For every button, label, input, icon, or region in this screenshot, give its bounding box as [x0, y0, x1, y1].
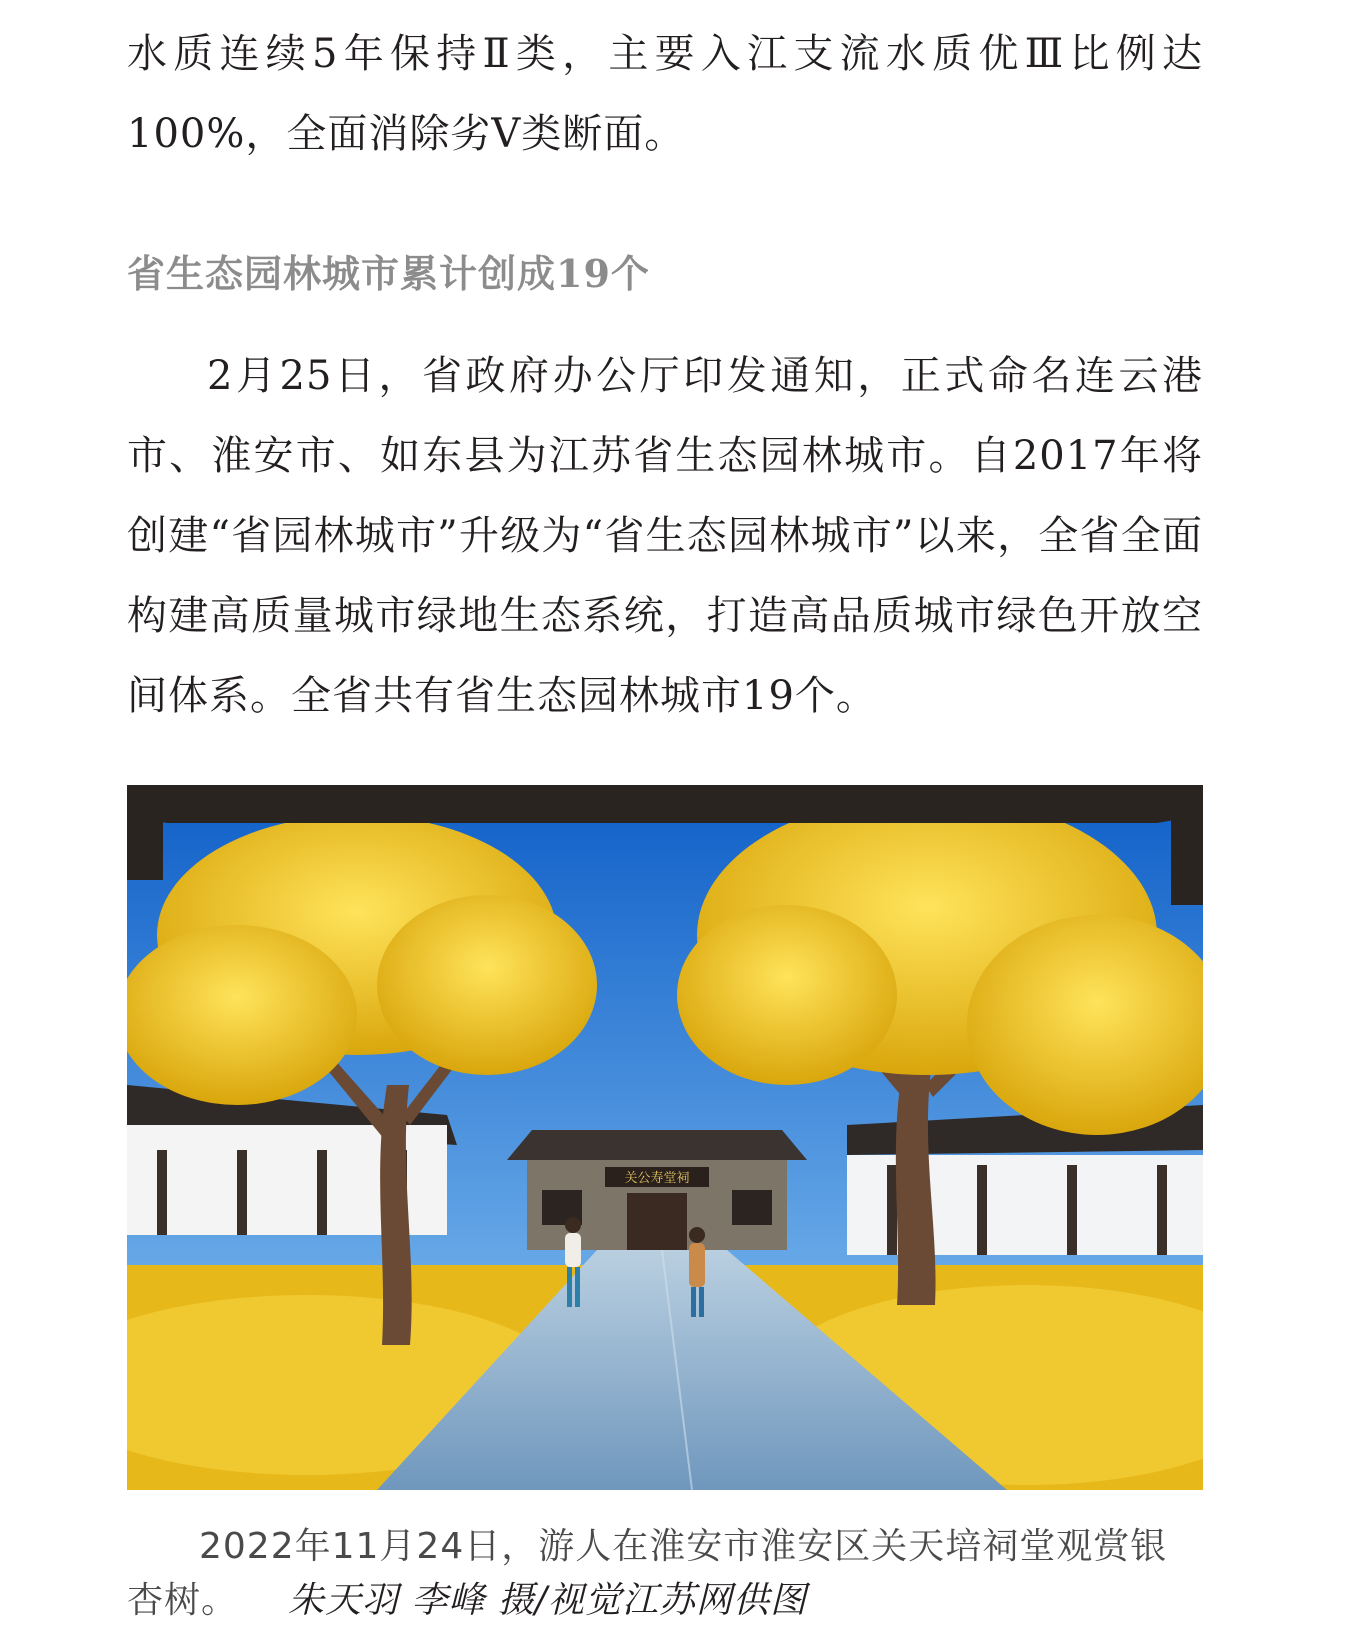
photo-credit: 朱天羽 李峰 摄/视觉江苏网供图: [288, 1580, 808, 1621]
building-plaque: 关公寿堂祠: [624, 1171, 690, 1186]
caption-text: 2022年11月24日，游人在淮安市淮安区关天培祠堂观赏银杏树。: [127, 1526, 1168, 1621]
section-heading: 省生态园林城市累计创成19个: [127, 251, 650, 296]
paragraph-eco-garden-cities: 2月25日，省政府办公厅印发通知，正式命名连云港市、淮安市、如东县为江苏省生态园林城市。自2017年将创建“省园林城市”升级为“省生态园林城市”以来，全省全面构建高质量城市绿地生态系统，打造高品质城市绿色开放空间体系。全省共有省生态园林城市19个。: [127, 353, 1203, 719]
ginkgo-courtyard-photo: [127, 785, 1203, 1490]
photo-caption: [127, 1520, 1203, 1628]
central-shrine: [507, 1130, 807, 1250]
paragraph-water-quality: 水质连续5年保持Ⅱ类，主要入江支流水质优Ⅲ比例达100%，全面消除劣Ⅴ类断面。: [127, 31, 1203, 157]
